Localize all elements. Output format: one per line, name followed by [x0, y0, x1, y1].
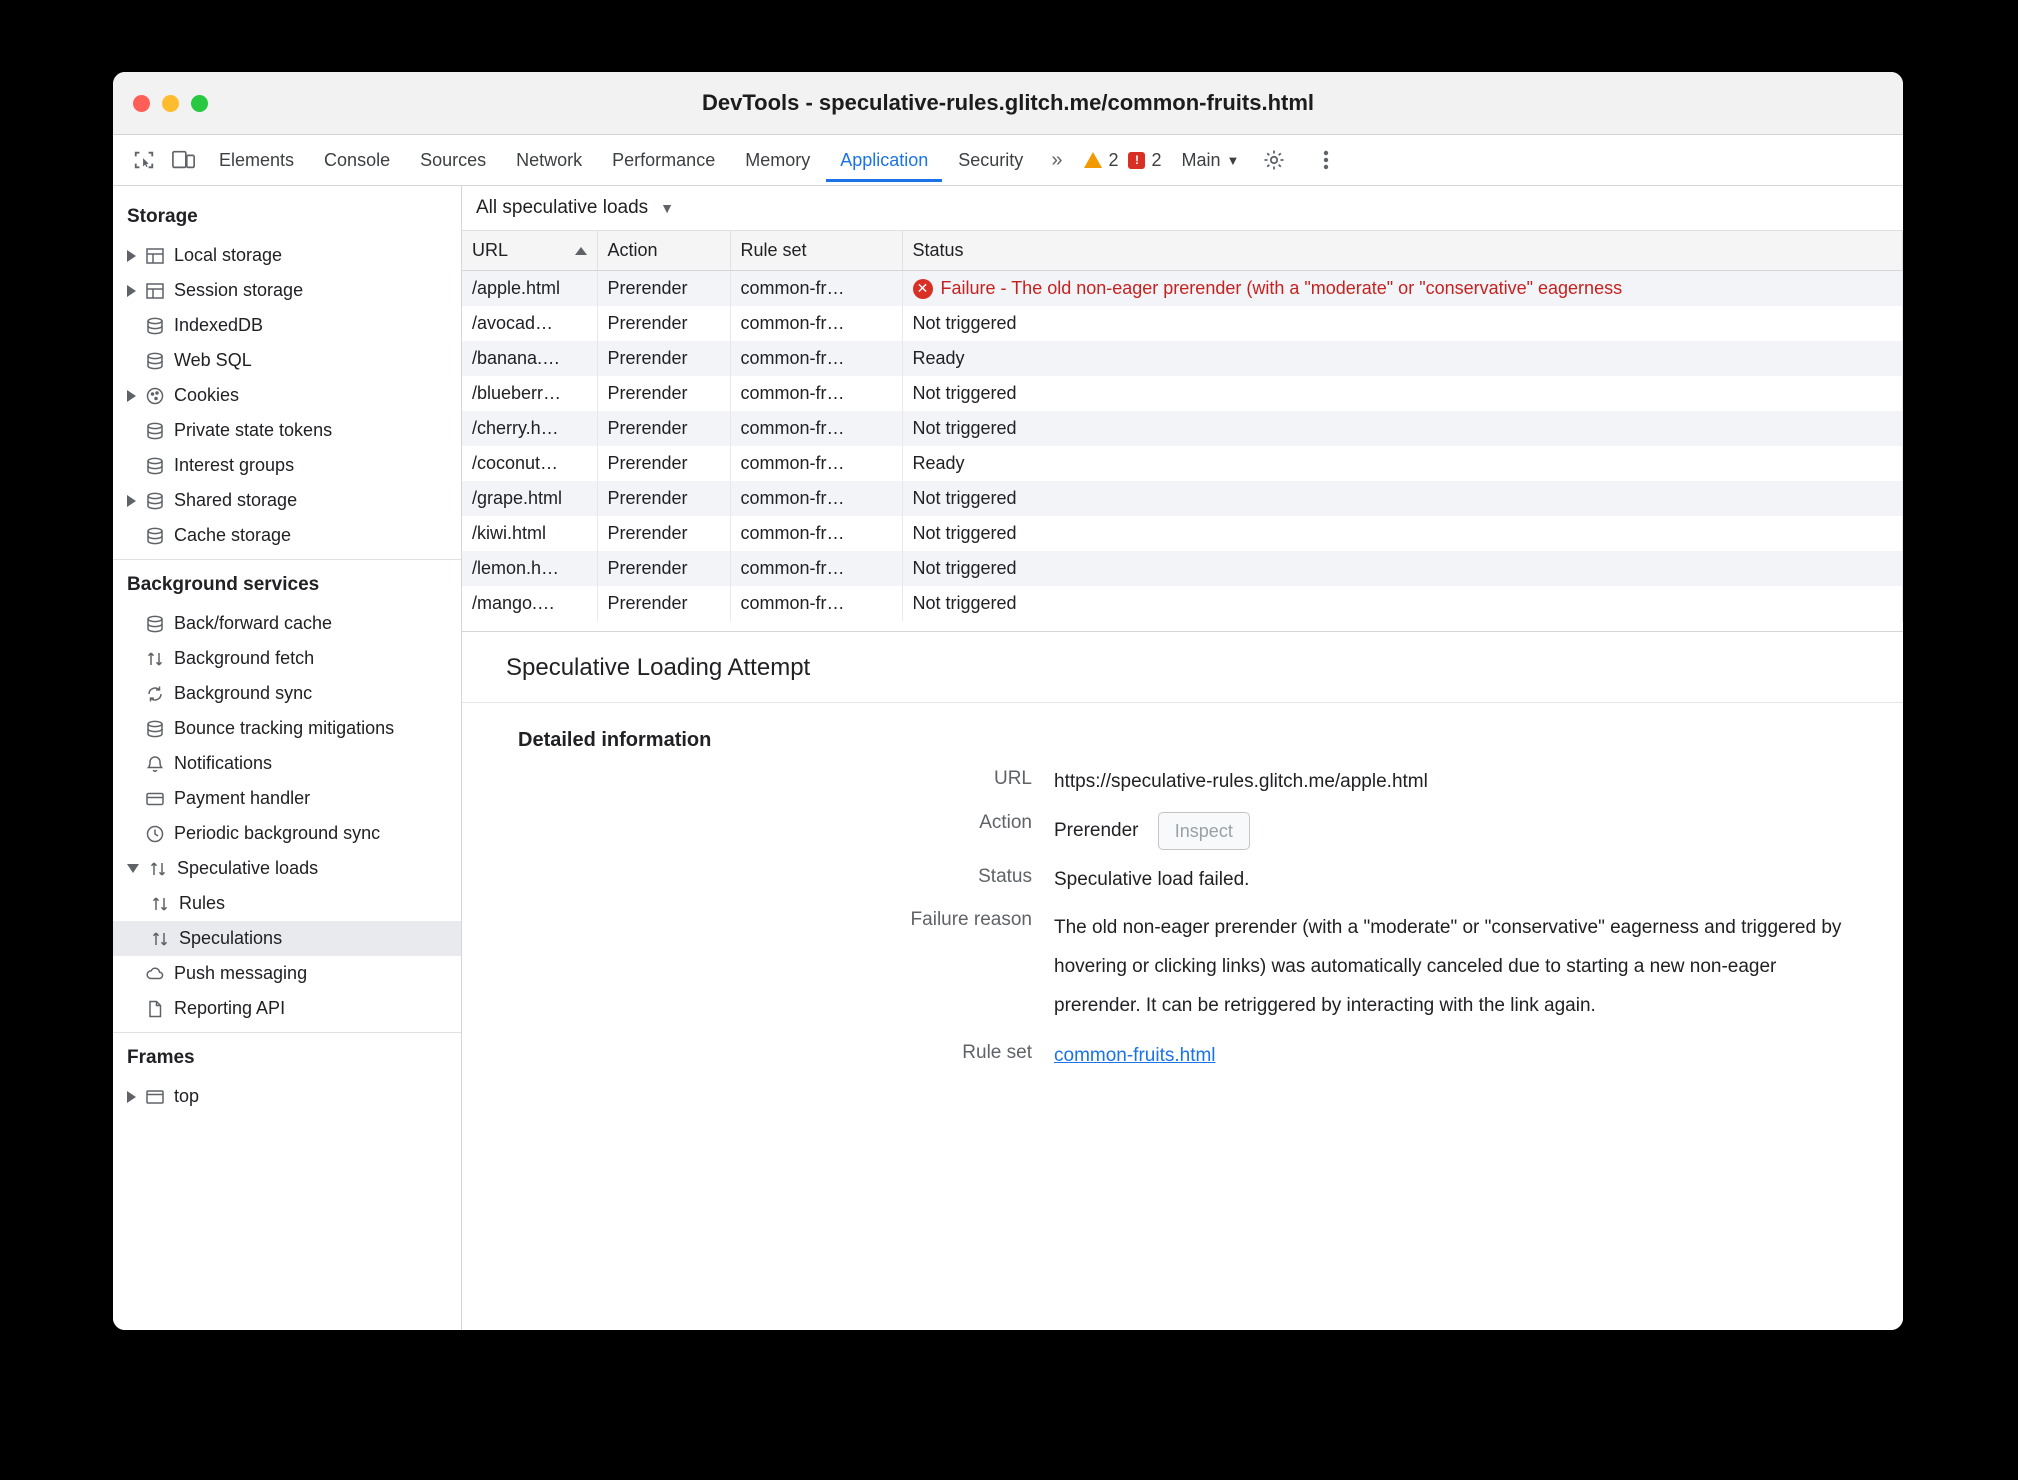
- column-header-label: Rule set: [740, 240, 807, 260]
- cell-url: /avocad…: [462, 306, 597, 341]
- context-selector[interactable]: [1181, 150, 1239, 171]
- cell-url: /coconut…: [462, 446, 597, 481]
- column-header-label: Action: [607, 240, 658, 260]
- spacer: [127, 798, 136, 799]
- spacer: [127, 325, 136, 326]
- cell-action: Prerender: [597, 306, 730, 341]
- detail-row-rule-set: [462, 1034, 1903, 1078]
- speculations-table-container[interactable]: [462, 231, 1903, 631]
- sidebar-item-session-storage[interactable]: [113, 273, 461, 308]
- detail-action-label: Action: [979, 811, 1032, 833]
- table-row[interactable]: [462, 306, 1903, 341]
- kebab-menu-icon[interactable]: [1307, 143, 1345, 177]
- table-row[interactable]: [462, 481, 1903, 516]
- column-header-action[interactable]: [597, 231, 730, 271]
- sidebar-item-label: Web SQL: [174, 350, 252, 370]
- cell-rule-set: common-fr…: [730, 446, 902, 481]
- expand-triangle-icon[interactable]: [127, 495, 136, 507]
- sidebar-item-label: Private state tokens: [174, 420, 333, 440]
- spacer: [127, 973, 136, 974]
- sidebar-item-label: Local storage: [174, 245, 283, 265]
- cell-action: Prerender: [597, 481, 730, 516]
- spacer: [127, 430, 136, 431]
- speculations-table: [462, 231, 1903, 621]
- database-icon: [144, 613, 166, 635]
- clock-icon: [144, 823, 166, 845]
- cell-status: Not triggered: [902, 376, 1903, 411]
- sidebar-item-cache-storage[interactable]: [113, 518, 461, 553]
- sidebar-item-reporting-api[interactable]: [113, 991, 461, 1026]
- cell-rule-set: common-fr…: [730, 551, 902, 586]
- database-icon: [144, 315, 166, 337]
- spacer: [127, 623, 136, 624]
- cell-rule-set: common-fr…: [730, 271, 902, 307]
- table-row[interactable]: [462, 411, 1903, 446]
- inspect-button[interactable]: Inspect: [1158, 812, 1250, 850]
- detail-ruleset-value-group: [1054, 1042, 1903, 1070]
- sidebar-item-label: Speculative loads: [177, 858, 319, 878]
- minimize-window-button[interactable]: [162, 95, 179, 112]
- table-icon: [144, 245, 166, 267]
- sort-ascending-icon: [575, 247, 587, 255]
- cell-status: Not triggered: [902, 306, 1903, 341]
- expand-triangle-icon[interactable]: [127, 250, 136, 262]
- filter-label[interactable]: All speculative loads: [476, 197, 649, 218]
- cell-rule-set: common-fr…: [730, 376, 902, 411]
- cell-action: Prerender: [597, 271, 730, 307]
- spacer: [127, 465, 136, 466]
- arrows-icon: [149, 893, 171, 915]
- column-header-url[interactable]: [462, 231, 597, 271]
- error-count-badge[interactable]: [1128, 150, 1161, 171]
- sidebar-item-label: Shared storage: [174, 490, 298, 510]
- table-row[interactable]: [462, 376, 1903, 411]
- detail-status-value: Speculative load failed.: [1054, 868, 1250, 890]
- detail-subtitle: Detailed information: [518, 729, 712, 751]
- cell-action: Prerender: [597, 446, 730, 481]
- detail-failure-label: Failure reason: [910, 909, 1032, 931]
- cell-url: /grape.html: [462, 481, 597, 516]
- warning-count-label: 2: [1108, 149, 1119, 170]
- tab-console[interactable]: Console: [324, 150, 391, 170]
- cell-rule-set: common-fr…: [730, 341, 902, 376]
- sidebar-item-label: Back/forward cache: [174, 613, 333, 633]
- detail-failure-value: The old non-eager prerender (with a "moderate" or "conservative" eagerness and triggered by hovering or clicking links) was automatically canceled due to starting a new non-eager prerender. It can be retriggered by interacting with the link again.: [1054, 917, 1842, 1017]
- table-header-row: [462, 231, 1903, 271]
- detail-action-value: Prerender: [1054, 819, 1139, 841]
- sidebar-item-label: top: [174, 1086, 200, 1106]
- cell-url: /kiwi.html: [462, 516, 597, 551]
- file-icon: [144, 998, 166, 1020]
- device-toolbar-icon[interactable]: [165, 143, 203, 177]
- gear-icon[interactable]: [1255, 143, 1293, 177]
- cell-action: Prerender: [597, 376, 730, 411]
- cell-rule-set: common-fr…: [730, 586, 902, 621]
- sidebar-item-label: Background sync: [174, 683, 313, 703]
- maximize-window-button[interactable]: [191, 95, 208, 112]
- detail-action-value-group: [1054, 812, 1903, 850]
- detail-url-value: https://speculative-rules.glitch.me/apple.html: [1054, 771, 1428, 792]
- tab-performance[interactable]: Performance: [612, 150, 716, 170]
- chevron-down-icon: ▼: [1226, 152, 1240, 168]
- detail-row-failure-reason: [462, 901, 1903, 1034]
- database-icon: [144, 490, 166, 512]
- cookie-icon: [144, 385, 166, 407]
- arrows-icon: [147, 858, 169, 880]
- tab-elements[interactable]: Elements: [219, 150, 295, 170]
- column-header-rule-set[interactable]: [730, 231, 902, 271]
- card-icon: [144, 788, 166, 810]
- speculation-filter-bar: [462, 186, 1903, 231]
- cell-url: /banana.…: [462, 341, 597, 376]
- sidebar-item-label: Cache storage: [174, 525, 292, 545]
- bell-icon: [144, 753, 166, 775]
- cell-url: /blueberr…: [462, 376, 597, 411]
- sidebar-item-indexeddb[interactable]: [113, 308, 461, 343]
- more-tabs-icon[interactable]: »: [1051, 148, 1063, 171]
- warning-triangle-icon: [1084, 152, 1102, 168]
- sidebar-item-label: Rules: [179, 893, 226, 913]
- cell-status: Not triggered: [902, 481, 1903, 516]
- arrows-icon: [149, 928, 171, 950]
- cell-action: Prerender: [597, 551, 730, 586]
- cell-rule-set: common-fr…: [730, 411, 902, 446]
- database-icon: [144, 350, 166, 372]
- error-icon: ✕: [913, 279, 933, 299]
- sidebar-item-web-sql[interactable]: [113, 343, 461, 378]
- spacer: [127, 763, 136, 764]
- detail-status-label: Status: [978, 865, 1032, 887]
- context-label: Main: [1181, 149, 1221, 170]
- spacer: [127, 693, 136, 694]
- sync-icon: [144, 683, 166, 705]
- sidebar-item-label: Payment handler: [174, 788, 311, 808]
- sidebar-section-background-services-title: Background services: [127, 574, 320, 595]
- table-row[interactable]: [462, 271, 1903, 307]
- cell-url: /cherry.h…: [462, 411, 597, 446]
- detail-url-label: URL: [993, 768, 1032, 789]
- speculation-detail-pane: [462, 631, 1903, 1330]
- sidebar-item-label: Session storage: [174, 280, 304, 300]
- spacer: [127, 1008, 136, 1009]
- chevron-down-icon[interactable]: ▼: [660, 200, 675, 216]
- spacer: [127, 833, 136, 834]
- column-header-status[interactable]: [902, 231, 1903, 271]
- expand-triangle-icon[interactable]: [127, 1091, 136, 1103]
- tab-network[interactable]: Network: [516, 150, 583, 170]
- spacer: [127, 658, 136, 659]
- cell-action: Prerender: [597, 516, 730, 551]
- sidebar-item-notifications[interactable]: [113, 746, 461, 781]
- sidebar-section-storage-title: Storage: [127, 206, 198, 227]
- application-sidebar: [113, 186, 462, 1330]
- spacer: [127, 728, 136, 729]
- sidebar-item-background-fetch[interactable]: [113, 641, 461, 676]
- database-icon: [144, 718, 166, 740]
- sidebar-section-frames-title: Frames: [127, 1047, 195, 1068]
- cell-status: [902, 271, 1903, 307]
- database-icon: [144, 525, 166, 547]
- column-header-label: Status: [912, 240, 964, 260]
- table-row[interactable]: [462, 516, 1903, 551]
- sidebar-item-label: Notifications: [174, 753, 273, 773]
- sidebar-item-private-state-tokens[interactable]: [113, 413, 461, 448]
- sidebar-item-label: Background fetch: [174, 648, 315, 668]
- cell-status: Ready: [902, 341, 1903, 376]
- cloud-icon: [144, 963, 166, 985]
- database-icon: [144, 420, 166, 442]
- spacer: [127, 535, 136, 536]
- sidebar-item-bounce-tracking-mitigations[interactable]: [113, 711, 461, 746]
- spacer: [127, 360, 136, 361]
- sidebar-item-label: Reporting API: [174, 998, 286, 1018]
- sidebar-item-background-sync[interactable]: [113, 676, 461, 711]
- cell-status: Not triggered: [902, 516, 1903, 551]
- sidebar-item-label: Push messaging: [174, 963, 308, 983]
- table-row[interactable]: [462, 341, 1903, 376]
- sidebar-item-back-forward-cache[interactable]: [113, 606, 461, 641]
- cell-action: Prerender: [597, 411, 730, 446]
- devtools-body: [113, 186, 1903, 1330]
- cell-status: Not triggered: [902, 586, 1903, 621]
- frame-icon: [144, 1086, 166, 1108]
- tab-sources[interactable]: Sources: [420, 150, 487, 170]
- cell-status-label: Failure - The old non-eager prerender (with a "moderate" or "conservative" eagerness: [940, 278, 1623, 298]
- sidebar-item-cookies[interactable]: [113, 378, 461, 413]
- sidebar-item-label: Bounce tracking mitigations: [174, 718, 395, 738]
- warning-count-badge[interactable]: [1084, 150, 1118, 171]
- sidebar-item-periodic-background-sync[interactable]: [113, 816, 461, 851]
- expand-triangle-icon[interactable]: [127, 390, 136, 402]
- detail-row-status: [462, 858, 1903, 902]
- sidebar-item-label: Periodic background sync: [174, 823, 381, 843]
- column-header-label: URL: [472, 240, 509, 260]
- cell-rule-set: common-fr…: [730, 516, 902, 551]
- cell-status: Not triggered: [902, 551, 1903, 586]
- sidebar-item-speculative-loads[interactable]: [113, 851, 461, 886]
- tab-application[interactable]: Application: [826, 138, 942, 182]
- cell-action: Prerender: [597, 586, 730, 621]
- detail-ruleset-label: Rule set: [962, 1042, 1032, 1063]
- detail-row-url: [462, 760, 1903, 804]
- cell-url: /apple.html: [462, 271, 597, 307]
- window-title: DevTools - speculative-rules.glitch.me/common-fruits.html: [701, 90, 1315, 115]
- sidebar-item-top[interactable]: [113, 1079, 461, 1114]
- table-icon: [144, 280, 166, 302]
- tab-memory[interactable]: Memory: [745, 150, 811, 170]
- tab-security[interactable]: Security: [958, 150, 1024, 170]
- table-row[interactable]: [462, 446, 1903, 481]
- cell-url: /lemon.h…: [462, 551, 597, 586]
- error-square-icon: !: [1128, 152, 1145, 169]
- cell-rule-set: common-fr…: [730, 306, 902, 341]
- database-icon: [144, 455, 166, 477]
- devtools-toolbar: [113, 135, 1903, 186]
- window-titlebar: [113, 72, 1903, 135]
- error-count-label: 2: [1151, 149, 1162, 170]
- table-row[interactable]: [462, 586, 1903, 621]
- cell-url: /mango.…: [462, 586, 597, 621]
- close-window-button[interactable]: [133, 95, 150, 112]
- sidebar-item-label: Cookies: [174, 385, 240, 405]
- sidebar-item-interest-groups[interactable]: [113, 448, 461, 483]
- sidebar-item-label: Interest groups: [174, 455, 295, 475]
- collapse-triangle-icon[interactable]: [127, 864, 139, 873]
- cell-status: Ready: [902, 446, 1903, 481]
- cell-status: Not triggered: [902, 411, 1903, 446]
- sidebar-item-rules[interactable]: [113, 886, 461, 921]
- sidebar-item-shared-storage[interactable]: [113, 483, 461, 518]
- table-row[interactable]: [462, 551, 1903, 586]
- devtools-window: [113, 72, 1903, 1330]
- sidebar-item-label: Speculations: [179, 928, 283, 948]
- inspect-element-icon[interactable]: [125, 143, 163, 177]
- arrows-icon: [144, 648, 166, 670]
- ruleset-link[interactable]: common-fruits.html: [1054, 1045, 1216, 1066]
- sidebar-item-local-storage[interactable]: [113, 238, 461, 273]
- sidebar-item-label: IndexedDB: [174, 315, 264, 335]
- sidebar-item-push-messaging[interactable]: [113, 956, 461, 991]
- window-controls[interactable]: [133, 95, 208, 112]
- expand-triangle-icon[interactable]: [127, 285, 136, 297]
- sidebar-item-speculations[interactable]: [113, 921, 461, 956]
- speculations-panel: [462, 186, 1903, 1330]
- detail-title: Speculative Loading Attempt: [462, 632, 1903, 703]
- detail-row-action: [462, 804, 1903, 858]
- table-body: [462, 271, 1903, 622]
- cell-action: Prerender: [597, 341, 730, 376]
- cell-rule-set: common-fr…: [730, 481, 902, 516]
- sidebar-item-payment-handler[interactable]: [113, 781, 461, 816]
